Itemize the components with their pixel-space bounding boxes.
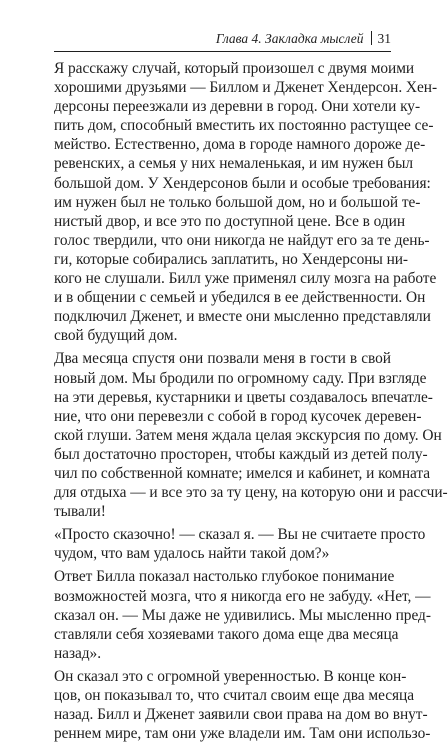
text-line: тывали! [54, 503, 106, 521]
paragraph-3 [54, 525, 426, 563]
body-text [54, 59, 448, 747]
text-line: Ответ Билла показал настолько глубокое понимание [54, 568, 395, 586]
text-line: был достаточно просторен, чтобы каждый из детей полу- [54, 445, 428, 463]
text-line: кого не слушали. Билл уже применял силу мозга на работе [54, 270, 437, 288]
text-line: хорошими друзьями — Биллом и Дженет Хендерсон. Хен- [54, 79, 438, 97]
text-line: мейство. Естественно, дома в городе намного дороже де- [54, 136, 426, 154]
text-line: свой будущий дом. [54, 327, 178, 345]
paragraph-1 [54, 59, 438, 345]
text-line: им нужен был не только большой дом, но и большой те- [54, 193, 421, 211]
text-line: ние, что они перевезли с собой в город кусочек деревен- [54, 407, 422, 425]
text-line: ской глуши. Затем меня ждала целая экскурсия по дому. Он [54, 426, 442, 444]
text-line: пить дом, способный вместить их постоянно растущее се- [54, 117, 434, 135]
text-line: Я расскажу случай, который произошел с двумя моими [54, 60, 415, 77]
paragraph-4 [54, 567, 431, 662]
header-rule [54, 51, 391, 52]
text-line: возможностей мозга, что я никогда его не забуду. «Нет, — [54, 587, 431, 605]
text-line: голос твердили, что они никогда не найдут его за те день- [54, 231, 430, 249]
text-line: для отдыха — и все это за ту цену, на которую они и рассчи- [54, 484, 448, 502]
text-line: ги, которые собирались заплатить, но Хендерсоны ни- [54, 250, 409, 268]
text-line: сказал он. — Мы даже не удивились. Мы мысленно пред- [54, 606, 431, 624]
running-header [54, 26, 391, 52]
text-line: чудом, что вам удалось найти такой дом?» [54, 545, 330, 563]
text-line: чил по собственной комнате; имелся и кабинет, и комната [54, 464, 431, 482]
text-line: большой дом. У Хендерсонов были и особые требования: [54, 174, 431, 192]
text-line: ставляли себя хозяевами такого дома еще два месяца [54, 625, 399, 643]
text-line: ревенских, а семья у них немаленькая, и им нужен был [54, 155, 413, 173]
text-line: назад. Билл и Дженет заявили свои права на дом во внут- [54, 706, 428, 724]
text-line: реннем мире, там они уже владели им. Там они использо- [54, 725, 431, 743]
text-line: Он сказал это с огромной уверенностью. В конце кон- [54, 667, 407, 685]
paragraph-2 [54, 349, 448, 521]
text-line: нистый двор, и все это по доступной цене. Все в один [54, 212, 406, 230]
text-line: на эти деревья, кустарники и цветы создавалось впечатле- [54, 388, 433, 406]
paragraph-5 [54, 667, 431, 743]
chapter-title: Глава 4. Закладка мыслей [215, 31, 364, 46]
text-line: «Просто сказочно! — сказал я. — Вы не считаете просто [54, 526, 426, 544]
page-number: 31 [377, 31, 391, 46]
text-line: подключил Дженет, и вместе они мысленно представляли [54, 308, 431, 326]
text-line: назад». [54, 644, 102, 662]
text-line: и в общении с семьей и убедился в ее действенности. Он [54, 289, 426, 307]
text-line: цов, он показывал то, что считал своим еще два месяца [54, 687, 415, 704]
text-line: Два месяца спустя они позвали меня в гости в свой [54, 350, 391, 368]
header-separator [371, 31, 372, 45]
header-text [216, 31, 391, 47]
text-line: дерсоны переезжали из деревни в город. Они хотели ку- [54, 98, 421, 116]
text-line: новый дом. Мы бродили по огромному саду. При взгляде [54, 369, 427, 387]
